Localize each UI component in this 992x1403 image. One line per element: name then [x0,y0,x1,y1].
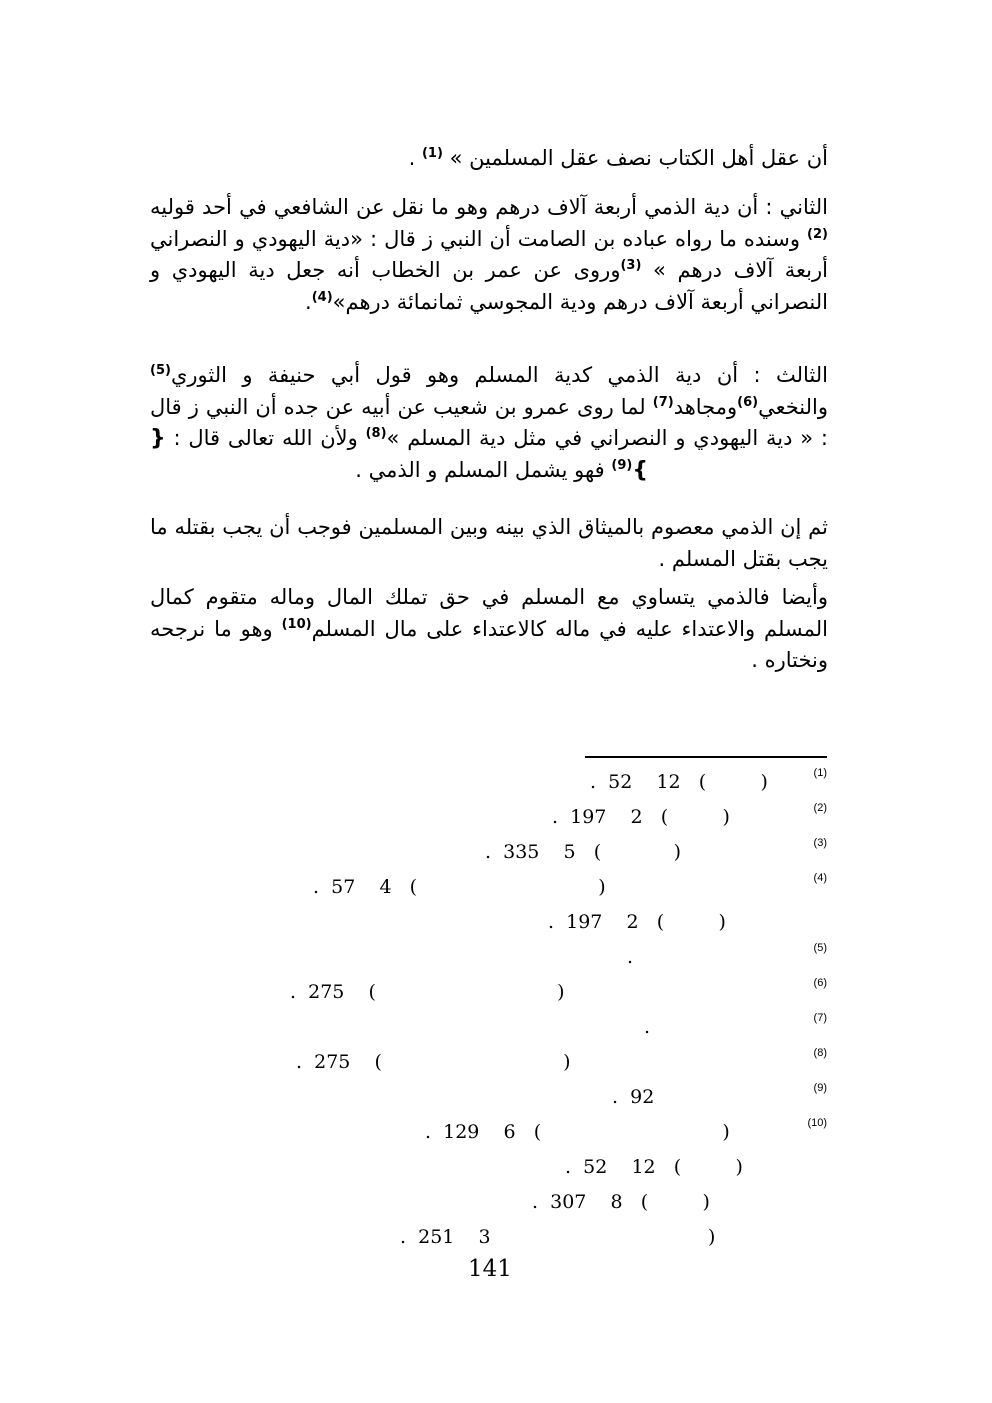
footnote-ref-10[interactable]: (10) [281,616,312,632]
footnote-number: (4) [813,872,827,884]
footnote-number: (7) [813,1012,827,1024]
footnote-number: (9) [813,1082,827,1094]
footnote-text: . 335 5 ( ) [485,841,682,863]
p3-text-3: ومجاهد [673,394,738,419]
footnote-ref-1[interactable]: (1) [421,146,443,161]
footnote-text: . 251 3 ) [400,1226,716,1248]
p2-text-4: . [305,289,312,314]
p2-text-2: وسنده ما رواه عباده بن الصامت أن النبي ز قال : «دية اليهودي و النصراني أربعة آلاف درهم » [150,226,828,282]
footnote-text: . 197 2 ( ) [552,806,730,828]
paragraph-5 [150,582,828,677]
quran-brace-open: { [150,426,166,451]
footnote-text: . 307 8 ( ) [532,1191,710,1213]
footnote-number: (10) [807,1117,827,1129]
p3-text-4: لما روى عمرو بن شعيب عن أبيه عن جده أن النبي ز قال : « دية اليهودي و النصراني في مثل دية المسلم » [150,394,828,450]
p1-text-1: أن عقل أهل الكتاب نصف عقل المسلمين » [442,146,828,170]
footnote-text: . 275 ( ) [296,1051,571,1073]
p3-text-6: فهو يشمل المسلم و الذمي . [355,457,612,482]
page-number: 141 [468,1256,512,1282]
footnote-ref-2[interactable]: (2) [807,226,828,242]
p5-text-1: وأيضا فالذمي يتساوي مع المسلم في حق تملك المال وماله متقوم كمال المسلم والاعتداء عليه في ماله كالاعتداء على مال المسلم [150,585,829,641]
footnote-ref-5[interactable]: (5) [150,363,171,378]
p3-text-5: ولأن الله تعالى قال : [165,426,366,450]
footnote-text: . 57 4 ( ) [313,876,606,898]
footnote-ref-6[interactable]: (6) [737,394,759,410]
paragraph-2 [150,192,828,318]
paragraph-3 [150,360,828,486]
footnote-text: . 52 12 ( ) [590,771,768,793]
footnote-number: (2) [813,802,827,814]
p2-text-3: وروى عن عمر بن الخطاب أنه جعل دية اليهودي و النصراني أربعة آلاف درهم ودية المجوسي ثمانمائة درهم» [150,258,828,314]
footnote-text: . 129 6 ( ) [425,1121,730,1143]
footnote-text: . [644,1016,651,1038]
footnote-separator [585,756,827,758]
footnote-number: (8) [813,1047,827,1059]
p3-text-1: الثالث : أن دية الذمي كدية المسلم وهو قول أبي حنيفة و الثوري [170,363,828,387]
quran-brace-close: } [632,457,648,483]
footnote-text: . 52 12 ( ) [565,1156,743,1178]
paragraph-1 [150,143,828,175]
footnote-ref-4[interactable]: (4) [311,289,333,305]
p3-text-2: والنخعي [758,394,828,419]
footnote-text: . 197 2 ( ) [548,911,726,933]
footnote-ref-3[interactable]: (3) [620,258,642,273]
footnote-number: (3) [813,837,827,849]
p5-text-2: وهو ما نرجحه ونختاره . [150,616,828,672]
footnote-ref-9[interactable]: (9) [611,457,633,473]
footnote-text: . 92 [612,1086,655,1108]
p4-text-1: ثم إن الذمي معصوم بالميثاق الذي بينه وبين المسلمين فوجب أن يجب بقتله ما يجب بقتل المسلم . [150,515,828,571]
footnote-text: . 275 ( ) [290,981,565,1003]
p2-text-1: الثاني : أن دية الذمي أربعة آلاف درهم وهو ما نقل عن الشافعي في أحد قوليه [150,195,828,219]
p1-text-2: . [408,146,422,170]
footnote-number: (6) [813,977,827,989]
footnote-number: (5) [813,942,827,954]
paragraph-4 [150,512,828,575]
footnote-ref-7[interactable]: (7) [652,394,674,410]
footnote-text: . [627,946,634,968]
footnote-number: (1) [813,767,827,779]
footnote-ref-8[interactable]: (8) [365,426,387,441]
